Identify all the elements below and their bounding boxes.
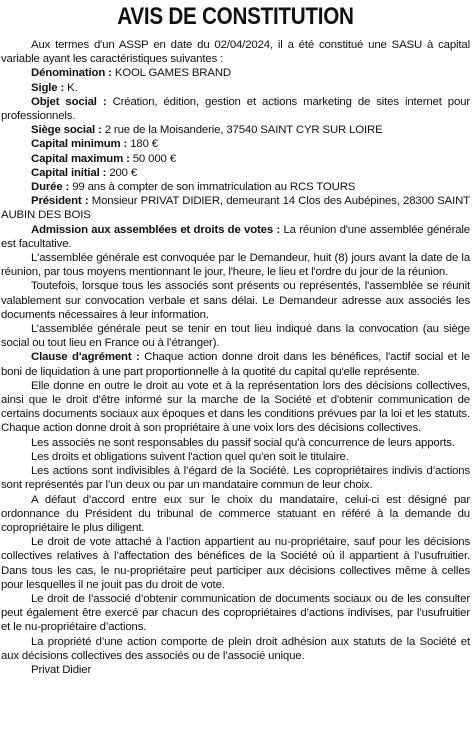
admission-text: La réunion d'une assemblée générale est facultative.	[1, 223, 470, 250]
field-value: 99 ans à compter de son immatriculation au RCS TOURS	[72, 181, 356, 194]
field-label: Durée :	[31, 181, 70, 194]
agrement-paragraph-1: Elle donne en outre le droit au vote et à la représentation lors des décisions collectives, ainsi que le droit d'être informé sur la marche de la Société et d'obtenir communication de certains documents sociaux aux époques et dans les conditions prévues par la loi et les statuts. Chaque action donne droit à son propriétaire à une voix lors des décisions collectives.	[1, 379, 470, 435]
field-objet-social	[1, 95, 470, 123]
agrement-paragraph-6: Le droit de vote attaché à l’action appartient au nu-propriétaire, sauf pour les décisions collectives relatives à l’affectation des bénéfices de la Société où il appartient à l’usufruitier. Dans tous les cas, le nu-propriétaire peut participer aux décisions collectives même à celles pour lesquelles il ne jouit pas du droit de vote.	[1, 536, 470, 591]
field-label: Président :	[31, 195, 89, 208]
field-value: 50 000 €	[132, 152, 176, 165]
admission-paragraph-2: Toutefois, lorsque tous les associés sont présents ou représentés, l'assemblée se réunit valablement sur convocation verbale et sans délai. Le Demandeur adresse aux associés les documents nécessaires à leur information.	[1, 280, 470, 321]
notice-body	[1, 38, 470, 677]
field-president	[1, 194, 470, 222]
intro-paragraph: Aux termes d'un ASSP en date du 02/04/2024, il a été constitué une SASU à capital variable ayant les caractéristiques suivantes :	[1, 39, 470, 66]
field-siege-social	[1, 123, 470, 137]
field-capital-maximum	[1, 152, 470, 166]
field-sigle	[1, 81, 470, 95]
admission-paragraph-1: L'assemblée générale est convoquée par le Demandeur, huit (8) jours avant la date de la réunion, par tous moyens mentionnant le jour, l'heure, le lieu et l'ordre du jour de la réunion.	[1, 252, 470, 279]
agrement-heading-paragraph	[1, 350, 470, 378]
field-capital-minimum	[1, 137, 470, 151]
field-capital-initial	[1, 166, 470, 180]
field-label: Dénomination :	[31, 67, 112, 80]
field-label: Capital minimum :	[31, 138, 128, 151]
field-label: Capital maximum :	[31, 152, 130, 165]
field-value: 180 €	[130, 138, 158, 151]
field-label: Objet social :	[31, 95, 107, 108]
field-duree	[1, 180, 470, 194]
agrement-paragraph-5: A défaut d’accord entre eux sur le choix du mandataire, celui-ci est désigné par ordonnance du Président du tribunal de commerce statuant en référé à la demande du copropriétaire le plus diligent.	[1, 493, 470, 534]
field-value: Monsieur PRIVAT DIDIER, demeurant 14 Clos des Aubépines, 28300 SAINT AUBIN DES BOIS	[1, 195, 470, 222]
admission-heading-paragraph	[1, 223, 470, 251]
field-value: 200 €	[109, 166, 138, 179]
field-value: Création, édition, gestion et actions marketing de sites internet pour professionnels.	[1, 95, 471, 123]
admission-paragraph-3: L’assemblée générale peut se tenir en tout lieu indiqué dans la convocation (au siège social ou tout lieu en France ou à l’étranger).	[1, 323, 470, 350]
field-value: 2 rue de la Moisanderie, 37540 SAINT CYR SUR LOIRE	[104, 124, 383, 137]
signature: Privat Didier	[31, 663, 92, 676]
field-label: Capital initial :	[31, 166, 107, 179]
agrement-label: Clause d'agrément :	[31, 351, 140, 364]
field-value: KOOL GAMES BRAND	[114, 67, 231, 80]
agrement-paragraph-8: La propriété d’une action comporte de plein droit adhésion aux statuts de la Société et aux décisions collectives des associés ou de l’associé unique.	[1, 635, 470, 662]
agrement-text: Chaque action donne droit dans les bénéfices, l'actif social et le boni de liquidation à une part proportionnelle à la quotité du capital qu'elle représente.	[1, 351, 470, 378]
agrement-paragraph-3: Les droits et obligations suivent l'action quel qu'en soit le titulaire.	[31, 450, 349, 463]
agrement-paragraph-2: Les associés ne sont responsables du passif social qu'à concurrence de leurs apports.	[31, 436, 455, 449]
notice-title: AVIS DE CONSTITUTION	[117, 3, 354, 30]
field-label: Siège social :	[31, 124, 102, 137]
agrement-paragraph-4: Les actions sont indivisibles à l’égard de la Société. Les copropriétaires indivis d’actions sont représentés par l’un deux ou par un mandataire commun de leur choix.	[1, 465, 470, 492]
field-value: K.	[67, 81, 78, 94]
admission-label: Admission aux assemblées et droits de votes :	[31, 223, 281, 236]
agrement-paragraph-7: Le droit de l’associé d’obtenir communication de documents sociaux ou de les consulter peut également être exercé par chacun des copropriétaires d’actions indivises, par l’usufruitier et le nu-propriétaire d’actions.	[1, 592, 470, 634]
field-label: Sigle :	[31, 81, 65, 94]
field-denomination	[1, 66, 470, 80]
